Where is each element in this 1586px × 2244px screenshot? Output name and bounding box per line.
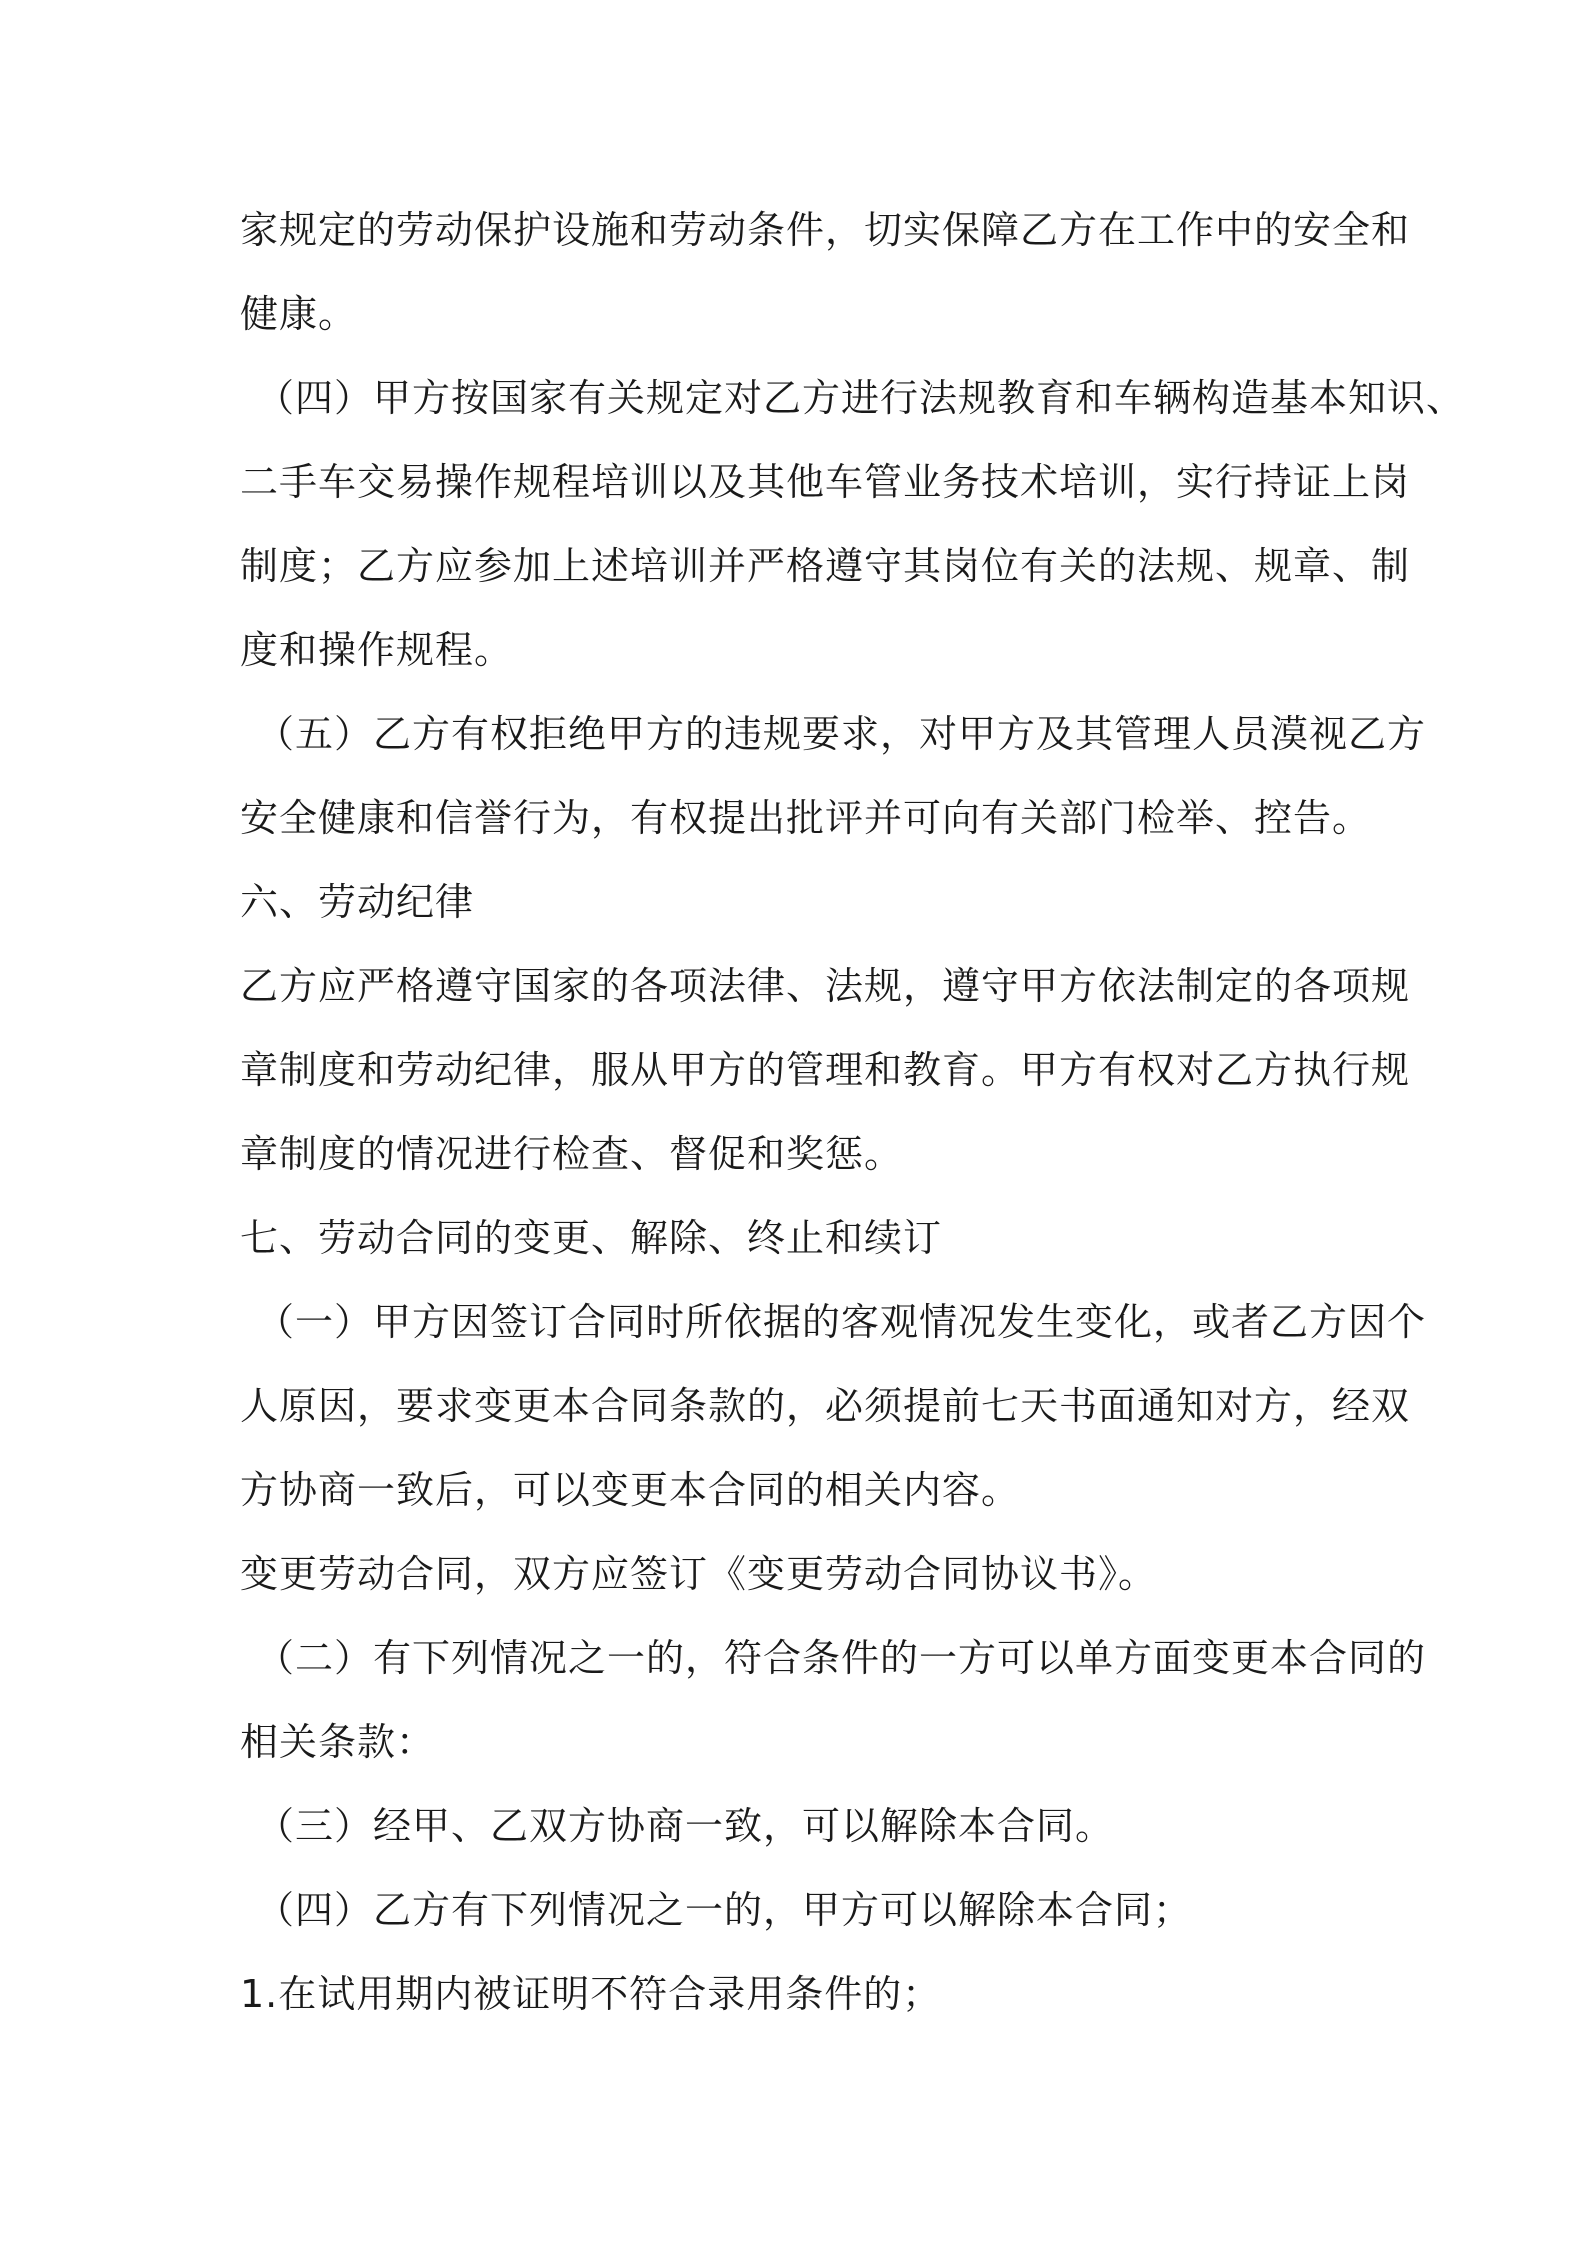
- text-line: 方协商一致后，可以变更本合同的相关内容。: [240, 1468, 1021, 1512]
- text-line: 变更劳动合同，双方应签订《变更劳动合同协议书》。: [240, 1552, 1158, 1596]
- section-heading: 六、劳动纪律: [240, 880, 475, 924]
- text-line: 健康。: [240, 292, 358, 336]
- text-line: 章制度和劳动纪律，服从甲方的管理和教育。甲方有权对乙方执行规: [240, 1048, 1411, 1092]
- text-line: 相关条款：: [240, 1720, 436, 1764]
- text-line: （三）经甲、乙双方协商一致，可以解除本合同。: [256, 1804, 1115, 1848]
- text-line: 度和操作规程。: [240, 628, 514, 672]
- text-line: 人原因，要求变更本合同条款的，必须提前七天书面通知对方，经双: [240, 1384, 1411, 1428]
- text-line: （四）乙方有下列情况之一的，甲方可以解除本合同；: [256, 1888, 1193, 1932]
- section-heading: 七、劳动合同的变更、解除、终止和续订: [240, 1216, 943, 1260]
- text-line: 二手车交易操作规程培训以及其他车管业务技术培训，实行持证上岗: [240, 460, 1411, 504]
- text-line: 制度；乙方应参加上述培训并严格遵守其岗位有关的法规、规章、制: [240, 544, 1411, 588]
- text-line: 章制度的情况进行检查、督促和奖惩。: [240, 1132, 904, 1176]
- text-line: （五）乙方有权拒绝甲方的违规要求，对甲方及其管理人员漠视乙方: [256, 712, 1427, 756]
- text-line: （一）甲方因签订合同时所依据的客观情况发生变化，或者乙方因个: [256, 1300, 1427, 1344]
- text-line: 乙方应严格遵守国家的各项法律、法规，遵守甲方依法制定的各项规: [240, 964, 1411, 1008]
- text-line: 安全健康和信誉行为，有权提出批评并可向有关部门检举、控告。: [240, 796, 1372, 840]
- text-line: （二）有下列情况之一的，符合条件的一方可以单方面变更本合同的: [256, 1636, 1427, 1680]
- text-line: （四）甲方按国家有关规定对乙方进行法规教育和车辆构造基本知识、: [256, 376, 1466, 420]
- text-line: 家规定的劳动保护设施和劳动条件，切实保障乙方在工作中的安全和: [240, 208, 1411, 252]
- text-line: 1.在试用期内被证明不符合录用条件的；: [240, 1972, 942, 2016]
